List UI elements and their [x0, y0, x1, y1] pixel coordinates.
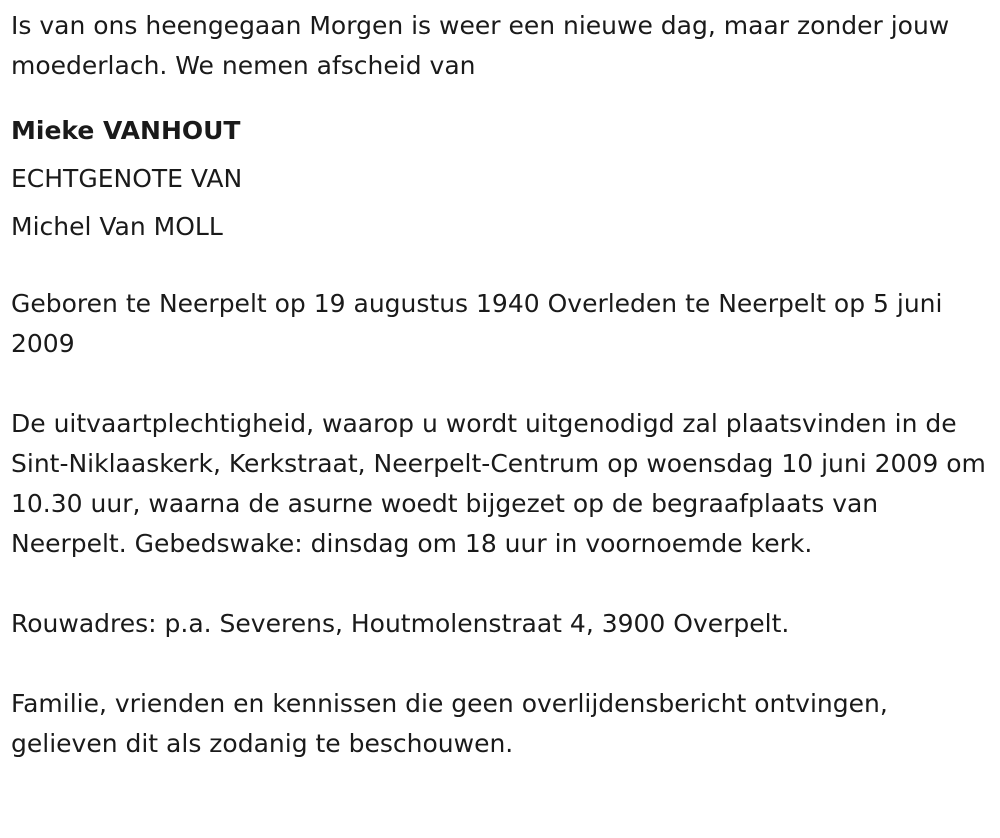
address-paragraph: Rouwadres: p.a. Severens, Houtmolenstraat 4, 3900 Overpelt.	[11, 609, 790, 638]
spacer	[11, 564, 988, 604]
intro-paragraph: Is van ons heengegaan Morgen is weer een nieuwe dag, maar zonder jouw moederlach. We nemen afscheid van	[11, 11, 950, 80]
birth-death-paragraph: Geboren te Neerpelt op 19 augustus 1940 Overleden te Neerpelt op 5 juni 2009	[11, 289, 943, 358]
ceremony-paragraph: De uitvaartplechtigheid, waarop u wordt uitgenodigd zal plaatsvinden in de Sint-Niklaaskerk, Kerkstraat, Neerpelt-Centrum op woensdag 10 juni 2009 om 10.30 uur, waarna de asurne woedt bijgezet op de begraafplaats van Neerpelt. Gebedswake: dinsdag om 18 uur in voornoemde kerk.	[11, 409, 986, 558]
spacer	[11, 251, 988, 284]
spacer	[11, 86, 988, 107]
closing-paragraph: Familie, vrienden en kennissen die geen overlijdensbericht ontvingen, gelieven dit als zodanig te beschouwen.	[11, 689, 888, 758]
deceased-name: Mieke VANHOUT	[11, 116, 241, 145]
spacer	[11, 644, 988, 684]
relation-line: ECHTGENOTE VAN	[11, 164, 243, 193]
spacer	[11, 364, 988, 404]
spouse-name: Michel Van MOLL	[11, 212, 223, 241]
